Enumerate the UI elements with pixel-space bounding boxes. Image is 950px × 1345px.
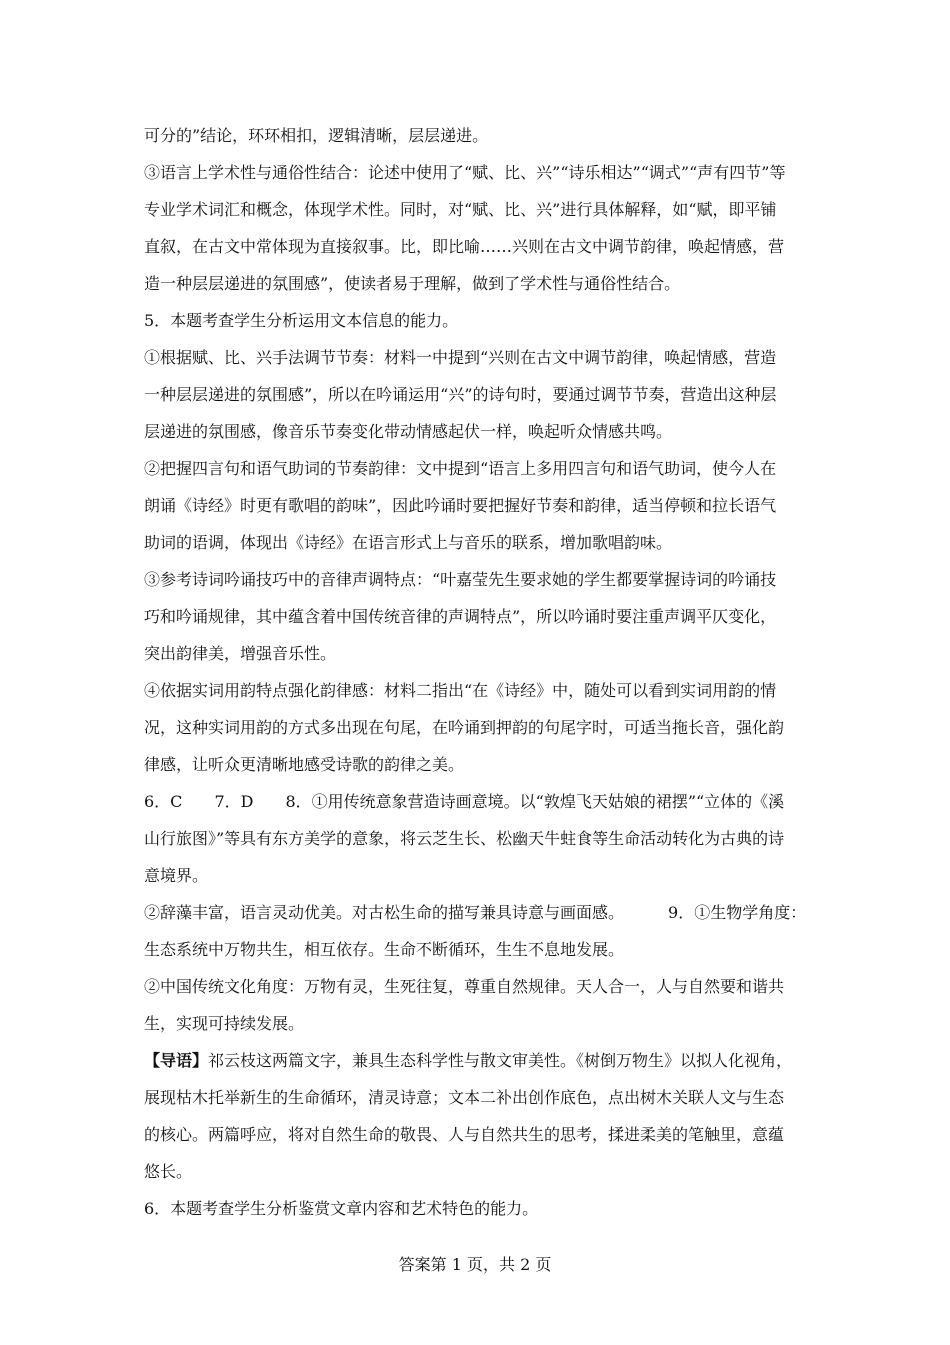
text-line: 山行旅图》”等具有东方美学的意象，将云芝生长、松幽天牛蛀食等生命活动转化为古典的诗 xyxy=(144,829,785,848)
text-line: 专业学术词汇和概念，体现学术性。同时，对“赋、比、兴”进行具体解释，如“赋，即平铺 xyxy=(144,200,777,219)
text-line: 的核心。两篇呼应，将对自然生命的敬畏、人与自然共生的思考，揉进柔美的笔触里，意蕴 xyxy=(144,1125,785,1144)
page-footer: 答案第 1 页，共 2 页 xyxy=(398,1255,552,1274)
text-line: 朗诵《诗经》时更有歌唱的韵味”，因此吟诵时要把握好节奏和韵律，适当停顿和拉长语气 xyxy=(144,496,777,515)
text-line: 直叙，在古文中常体现为直接叙事。比，即比喻……兴则在古文中调节韵律，唤起情感，营 xyxy=(144,237,785,256)
text-line: 巧和吟诵规律，其中蕴含着中国传统音律的声调特点”，所以吟诵时要注重声调平仄变化， xyxy=(144,607,777,626)
text-line: 一种层层递进的氛围感”，所以在吟诵运用“兴”的诗句时，要通过调节节奏，营造出这种层 xyxy=(144,385,777,404)
guide-line xyxy=(144,1051,792,1071)
answer-q7: 7．D xyxy=(214,792,254,811)
text-line: ③语言上学术性与通俗性结合：论述中使用了“赋、比、兴”“诗乐相达”“调式”“声有四节”等 xyxy=(144,163,786,182)
text-line: ④依据实词用韵特点强化韵律感：材料二指出“在《诗经》中，随处可以看到实词用韵的情 xyxy=(144,681,777,700)
answers-line-q8-q9 xyxy=(144,903,806,923)
text-line: ①根据赋、比、兴手法调节节奏：材料一中提到“兴则在古文中调节韵律，唤起情感，营造 xyxy=(144,348,777,367)
answer-q6: 6．C xyxy=(144,792,183,811)
text-line: 生态系统中万物共生，相互依存。生命不断循环，生生不息地发展。 xyxy=(144,940,625,959)
answers-line xyxy=(144,792,784,812)
answer-q9: 9．①生物学角度： xyxy=(668,903,807,922)
text-line: 可分的”结论，环环相扣，逻辑清晰，层层递进。 xyxy=(144,126,489,145)
answer-q8: 8．①用传统意象营造诗画意境。以“敦煌飞天姑娘的裙摆”“立体的《溪 xyxy=(285,792,785,811)
text-line: ②把握四言句和语气助词的节奏韵律：文中提到“语言上多用四言句和语气助词，使今人在 xyxy=(144,459,777,478)
guide-text: 祁云枝这两篇文字，兼具生态科学性与散文审美性。《树倒万物生》以拟人化视角， xyxy=(208,1051,793,1070)
text-line: 悠长。 xyxy=(144,1162,193,1181)
text-line: 生，实现可持续发展。 xyxy=(144,1014,305,1033)
answer-q8-part2: ②辞藻丰富，语言灵动优美。对古松生命的描写兼具诗意与画面感。 xyxy=(144,903,625,922)
text-line: 造一种层层递进的氛围感”，使读者易于理解，做到了学术性与通俗性结合。 xyxy=(144,274,681,293)
text-line: 况，这种实词用韵的方式多出现在句尾，在吟诵到押韵的句尾字时，可适当拖长音，强化韵 xyxy=(144,718,785,737)
text-line: ③参考诗词吟诵技巧中的音律声调特点：“叶嘉莹先生要求她的学生都要掌握诗词的吟诵技 xyxy=(144,570,777,589)
text-line: 助词的语调，体现出《诗经》在语言形式上与音乐的联系，增加歌唱韵味。 xyxy=(144,533,673,552)
text-line: 5．本题考查学生分析运用文本信息的能力。 xyxy=(144,311,459,330)
text-line: 律感，让听众更清晰地感受诗歌的韵律之美。 xyxy=(144,755,465,774)
text-line: 意境界。 xyxy=(144,866,209,885)
guide-label: 【导语】 xyxy=(144,1051,209,1070)
text-line: 展现枯木托举新生的生命循环，清灵诗意；文本二补出创作底色，点出树木关联人文与生态 xyxy=(144,1088,785,1107)
text-line: ②中国传统文化角度：万物有灵，生死往复，尊重自然规律。天人合一，人与自然要和谐共 xyxy=(144,977,785,996)
text-line: 层递进的氛围感，像音乐节奏变化带动情感起伏一样，唤起听众情感共鸣。 xyxy=(144,422,673,441)
text-line: 6．本题考查学生分析鉴赏文章内容和艺术特色的能力。 xyxy=(144,1199,539,1218)
text-line: 突出韵律美，增强音乐性。 xyxy=(144,644,337,663)
